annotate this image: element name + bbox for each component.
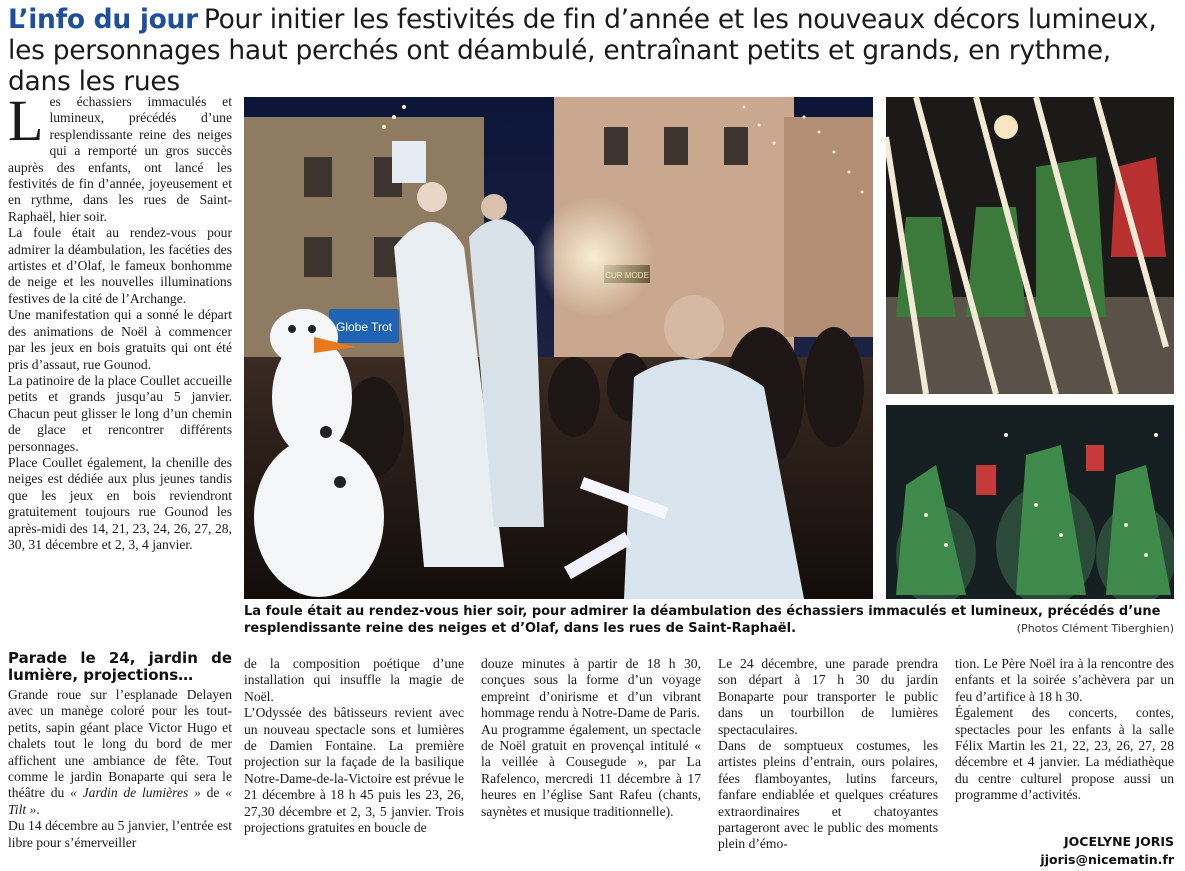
photo-caption: La foule était au rendez-vous hier soir, pour admirer la déambulation des échassiers immaculés et lumineux, précédés d’une resplendissante reine des neiges et d’Olaf, dans les rues de Saint-Raphaël. [244,604,1161,636]
paragraph: L’Odyssée des bâtisseurs revient avec un nouveau spectacle sons et lumières de Damien Fontaine. La première projection sur la façade de la basilique Notre-Dame-de-la-Victoire est prévue le 21 décembre à 18 h 45 puis les 23, 26, 27,30 décembre et 2, 3, 5 janvier. Trois projections gratuites en boucle de [244,705,464,836]
quoted-title: « Tilt » [8,785,232,817]
paragraph: La patinoire de la place Coullet accueille petits et grands jusqu’au 5 janvier. Chacun peut glisser le long d’un chemin de glace et rencontrer différents personnages. [8,372,232,454]
text-run: de [200,785,226,801]
main-photo [244,97,873,599]
paragraph: Du 14 décembre au 5 janvier, l’entrée est libre pour s’émerveiller [8,818,232,850]
photo-bottom-right [886,405,1174,599]
photo-credit: (Photos Clément Tiberghien) [1016,622,1174,635]
quoted-title: « Jardin de lumières » [70,785,201,801]
paragraph: de la composition poétique d’une installation qui insuffle la magie de Noël. [244,656,464,704]
author-signature [1040,833,1174,869]
article-column-2 [244,656,464,836]
paragraph: La foule était au rendez-vous pour admirer la déambulation, les facéties des artistes et d’Olaf, le fameux bonhomme de neige et les nouvelles illuminations festives de la cité de l’Archange. [8,225,232,306]
article-column-5 [955,656,1174,804]
text-run: . [36,801,40,817]
photo-top-right [886,97,1174,394]
paragraph: Au programme également, un spectacle de Noël gratuit en provençal intitulé « la veillée à Cousegude », par La Rafelenco, mercredi 11 décembre à 17 heures en l’église Sant Rafeu (chants, saynètes et musique traditionnelle). [481,721,701,819]
headline-text: Pour initier les festivités de fin d’année et les nouveaux décors lumineux, les personnages haut perchés ont déambulé, entraînant petits et grands, en rythme, dans les rues [8,4,1157,97]
article-column-1-bottom [8,650,232,851]
article-column-4 [718,656,938,853]
lead-text: es échassiers immaculés et lumineux, précédés d’une resplendissante reine des neiges qui a remporté un gros succès auprès des enfants, ont lancé les festivités de fin d’année, joyeusement et en rythme, dans les rues de Saint-Raphaël, hier soir. [8,94,232,224]
drop-cap: L [8,88,44,153]
paragraph: Une manifestation qui a sonné le départ des animations de Noël à commencer par les jeux en bois gratuits qui ont été pris d’assaut, rue Gounod. [8,307,232,372]
paragraph: tion. Le Père Noël ira à la rencontre des enfants et la soirée s’achèvera par un feu d’artifice à 18 h 30. [955,656,1174,704]
photo-top-right-illustration [886,97,1174,394]
paragraph: Place Coullet également, la chenille des neiges est dédiée aux plus jeunes tandis que les jeux en bois reviendront gratuitement toujours rue Gounod les après-midi des 14, 21, 23, 24, 26, 27, 28, 30, 31 décembre et 2, 3, 4 janvier. [8,454,232,552]
article-column-3 [481,656,701,820]
rubric-label: L’info du jour [8,4,198,35]
paragraph: Également des concerts, contes, spectacles pour les enfants à la salle Félix Martin les 21, 22, 23, 26, 27, 28 décembre et 4 janvier. La médiathèque du centre culturel propose aussi un programme d’activités. [955,705,1174,803]
paragraph [8,687,232,818]
article-column-1 [8,88,232,553]
main-photo-illustration [244,97,873,599]
section-subhead: Parade le 24, jardin de lumière, projections… [8,649,232,684]
paragraph: Le 24 décembre, une parade prendra son départ à 17 h 30 du jardin Bonaparte pour transporter le public dans un tourbillon de lumières spectaculaires. [718,656,938,737]
lead-paragraph [8,88,232,225]
paragraph: douze minutes à partir de 18 h 30, conçues sous la forme d’un voyage empreint d’onirisme et d’un vibrant hommage rendu à Notre-Dame de Paris. [481,656,701,721]
author-name: JOCELYNE JORIS [1064,834,1174,849]
text-run: Grande roue sur l’esplanade Delayen avec un manège coloré pour les tout-petits, sapin géant place Victor Hugo et chalets tout le long du bord de mer affichent une ambiance de fête. Tout comme le jardin Bonaparte qui sera le théâtre du [8,687,232,801]
headline [8,4,1180,97]
photo-bottom-right-illustration [886,405,1174,599]
shop-sign-text: Globe Trot [335,320,393,334]
author-email[interactable]: jjoris@nicematin.fr [1040,852,1174,867]
paragraph: Dans de somptueux costumes, les artistes pleins d’entrain, ours polaires, fées flamboyantes, lutins farceurs, fanfare endiablée et quelques créatures extraordinaires et chatoyantes partageront avec le public des moments plein d’émo- [718,738,938,852]
